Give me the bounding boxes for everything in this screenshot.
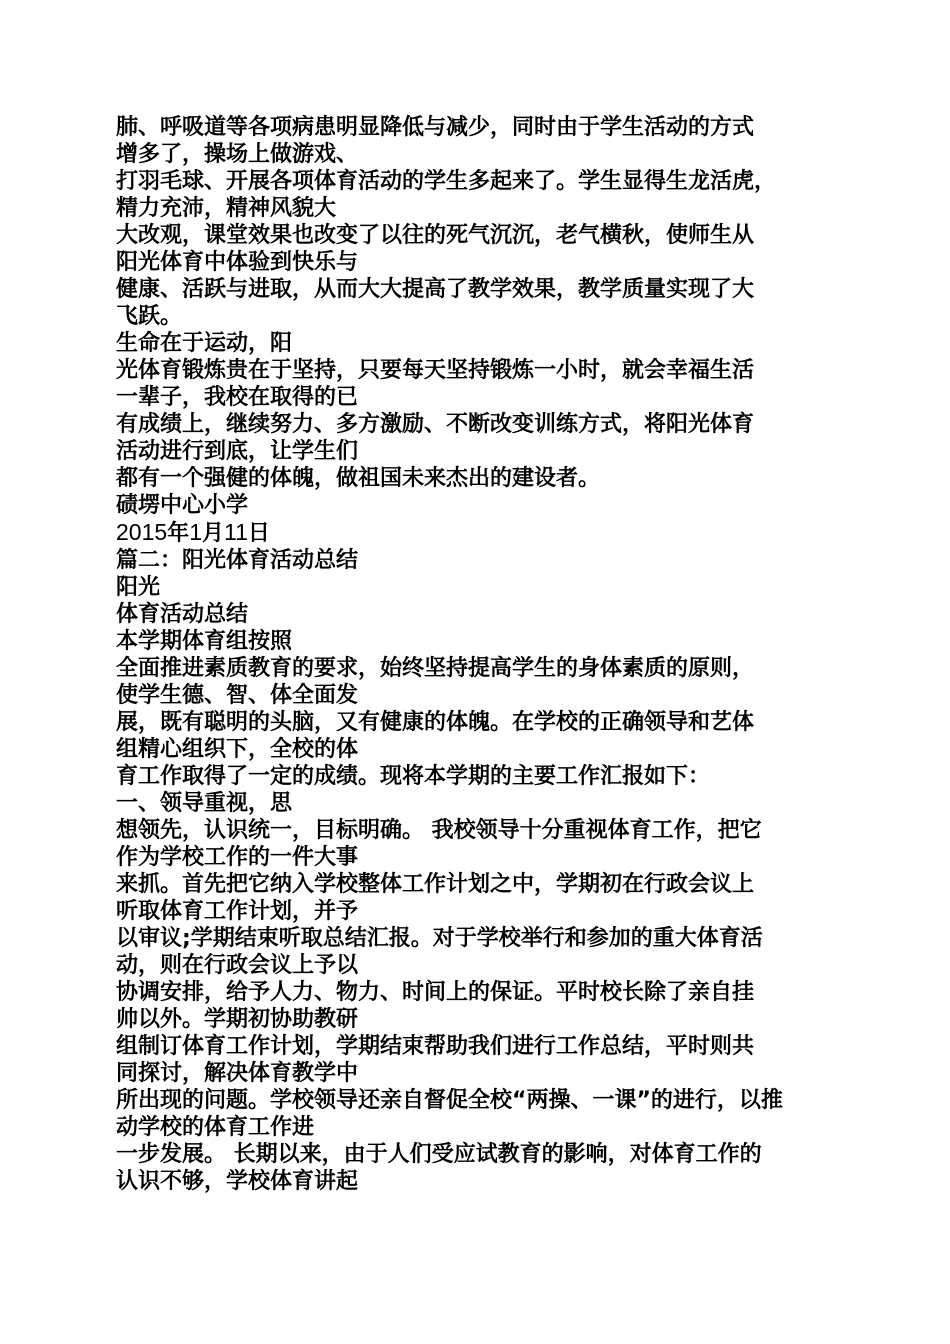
text-line: 光体育锻炼贵在于坚持，只要每天坚持锻炼一小时，就会幸福生活 — [116, 358, 755, 383]
text-line: 动，则在行政会议上予以 — [116, 953, 359, 978]
text-line: 认识不够，学校体育讲起 — [116, 1169, 359, 1194]
text-line: 组精心组织下，全校的体 — [116, 737, 359, 762]
date-month-char: 月 — [201, 521, 224, 546]
text-line: 阳光 — [116, 575, 161, 600]
text-line: 碛塄中心小学 — [116, 493, 249, 518]
document-date — [116, 519, 836, 547]
text-line: 肺、呼吸道等各项病患明显降低与减少，同时由于学生活动的方式 — [116, 115, 755, 140]
date-day-char: 日 — [247, 521, 270, 546]
text-line: 阳光体育中体验到快乐与 — [116, 250, 359, 275]
text-line: 健康、活跃与进取，从而大大提高了教学效果，教学质量实现了大 — [116, 277, 755, 302]
text-line: 打羽毛球、开展各项体育活动的学生多起来了。学生显得生龙活虎， — [116, 169, 777, 194]
text-line: 篇二：阳光体育活动总结 — [116, 548, 359, 573]
text-line: 一、领导重视，思 — [116, 791, 293, 816]
text-line: 以审议;学期结束听取总结汇报。对于学校举行和参加的重大体育活 — [116, 926, 763, 951]
text-line: 展，既有聪明的头脑，又有健康的体魄。在学校的正确领导和艺体 — [116, 710, 755, 735]
text-line: 来抓。首先把它纳入学校整体工作计划之中，学期初在行政会议上 — [116, 872, 755, 897]
text-line: 生命在于运动，阳 — [116, 331, 293, 356]
date-day: 11 — [224, 519, 248, 545]
text-line: 大改观，课堂效果也改变了以往的死气沉沉，老气横秋，使师生从 — [116, 223, 755, 248]
date-year-char: 年 — [167, 521, 190, 546]
text-line: 使学生德、智、体全面发 — [116, 683, 359, 708]
text-line: 本学期体育组按照 — [116, 629, 293, 654]
text-line: 活动进行到底，让学生们 — [116, 439, 359, 464]
text-line: 协调安排，给予人力、物力、时间上的保证。平时校长除了亲自挂 — [116, 980, 755, 1005]
document-page — [116, 114, 836, 1195]
text-line: 想领先，认识统一，目标明确。 我校领导十分重视体育工作，把它 — [116, 818, 762, 843]
text-line: 听取体育工作计划，并予 — [116, 899, 359, 924]
text-line: 帅以外。学期初协助教研 — [116, 1007, 359, 1032]
text-line: 增多了，操场上做游戏、 — [116, 142, 359, 167]
text-line: 育工作取得了一定的成绩。现将本学期的主要工作汇报如下： — [116, 764, 711, 789]
text-line: 全面推进素质教育的要求，始终坚持提高学生的身体素质的原则， — [116, 656, 755, 681]
text-line: 体育活动总结 — [116, 602, 249, 627]
text-line: 精力充沛，精神风貌大 — [116, 196, 337, 221]
text-line: 同探讨，解决体育教学中 — [116, 1061, 359, 1086]
text-line: 作为学校工作的一件大事 — [116, 845, 359, 870]
date-month: 1 — [189, 519, 202, 545]
text-line: 一辈子，我校在取得的已 — [116, 385, 359, 410]
text-line: 飞跃。 — [116, 304, 183, 329]
text-line: 有成绩上，继续努力、多方激励、不断改变训练方式，将阳光体育 — [116, 412, 755, 437]
date-year: 2015 — [116, 519, 168, 545]
text-line: 都有一个强健的体魄，做祖国未来杰出的建设者。 — [116, 466, 601, 491]
document-body-part-2 — [116, 547, 836, 1195]
text-line: 所出现的问题。学校领导还亲自督促全校“两操、一课”的进行，以推 — [116, 1088, 783, 1113]
text-line: 组制订体育工作计划，学期结束帮助我们进行工作总结，平时则共 — [116, 1034, 755, 1059]
text-line: 一步发展。 长期以来，由于人们受应试教育的影响，对体育工作的 — [116, 1142, 762, 1167]
document-body-part-1 — [116, 114, 836, 519]
text-line: 动学校的体育工作进 — [116, 1115, 315, 1140]
